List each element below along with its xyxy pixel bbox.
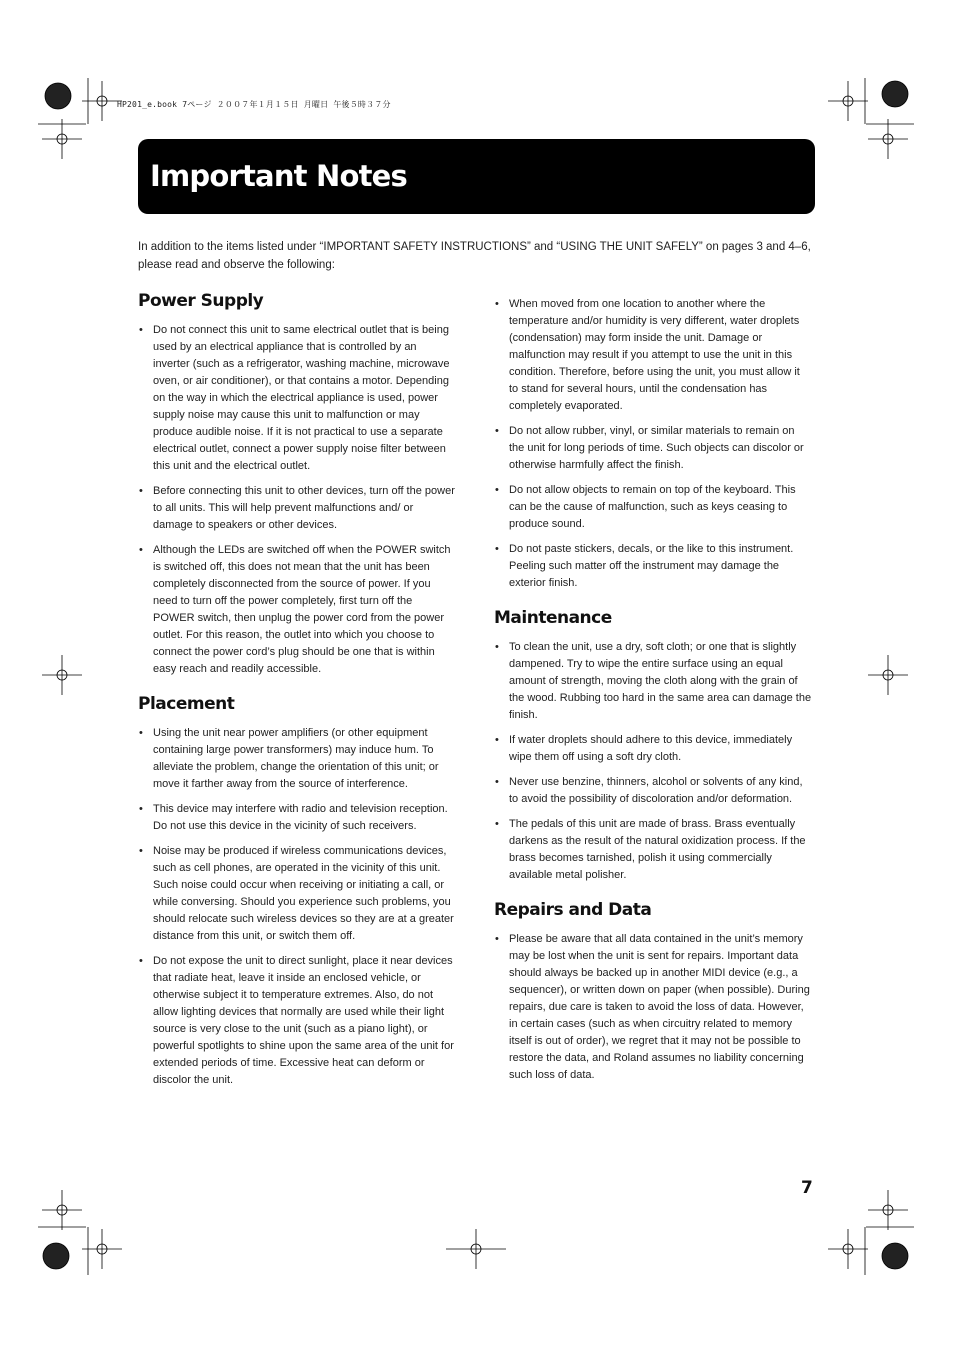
left-column xyxy=(138,289,456,1103)
bullet-icon: • xyxy=(495,641,499,653)
section-heading-placement: Placement xyxy=(138,694,235,714)
section-heading-maintenance: Maintenance xyxy=(494,608,612,628)
registration-target-icon xyxy=(882,81,908,107)
page-title: Important Notes xyxy=(150,159,408,193)
bullet-icon: • xyxy=(139,485,143,497)
intro-paragraph: In addition to the items listed under “IMPORTANT SAFETY INSTRUCTIONS” and “USING THE UNIT SAFELY” on pages 3 and 4–6, please read and observe the following: xyxy=(138,241,811,271)
bullet-icon: • xyxy=(495,734,499,746)
list-item: • If water droplets should adhere to this device, immediately wipe them off using a soft dry cloth. xyxy=(495,734,793,763)
list-item: • Using the unit near power amplifiers (or other equipment containing large power transformers) may induce hum. To alleviate the problem, change the orientation of this unit; or move it farther away from the source of interference. xyxy=(139,727,439,790)
list-item: • Do not allow rubber, vinyl, or similar materials to remain on the unit for long periods of time. Such objects can discolor or otherwise harmfully affect the finish. xyxy=(495,425,804,471)
list-item: • Do not expose the unit to direct sunlight, place it near devices that radiate heat, leave it inside an enclosed vehicle, or otherwise subject it to temperature extremes. Also, do not allow lighting devices that normally are used while their light source is very close to the unit (such as a piano light), or powerful spotlights to shine upon the same area of the unit for extended periods of time. Excessive heat can deform or discolor the unit. xyxy=(139,955,454,1086)
bullet-icon: • xyxy=(495,484,499,496)
bullet-icon: • xyxy=(139,955,143,967)
list-item: • Do not connect this unit to same electrical outlet that is being used by an electrical appliance that is controlled by an inverter (such as a refrigerator, washing machine, microwave oven, or air conditioner), or that contains a motor. Depending on the way in which the electrical appliance is used, power supply noise may cause this unit to malfunction or may produce audible noise. If it is not practical to use a separate electrical outlet, connect a power supply noise filter between this unit and the electrical outlet. xyxy=(139,324,450,472)
bullet-icon: • xyxy=(495,543,499,555)
title-banner xyxy=(138,139,815,214)
list-item: • The pedals of this unit are made of brass. Brass eventually darkens as the result of the natural oxidization process. If the brass becomes tarnished, polish it using commercially available metal polisher. xyxy=(495,818,806,881)
placement-continued-list xyxy=(494,296,812,592)
list-item: • Although the LEDs are switched off when the POWER switch is switched off, this does not mean that the unit has been completely disconnected from the source of power. If you need to turn off the power completely, first turn off the POWER switch, then unplug the power cord from the power outlet. For this reason, the outlet into which you choose to connect the power cord’s plug should be one that is within easy reach and readily accessible. xyxy=(139,544,451,675)
list-item: • Before connecting this unit to other devices, turn off the power to all units. This will help prevent malfunctions and/ or damage to speakers or other devices. xyxy=(139,485,455,531)
file-info-header: HP201_e.book 7ページ ２００７年１月１５日 月曜日 午後５時３７分 xyxy=(117,100,391,109)
list-item: • To clean the unit, use a dry, soft cloth; or one that is slightly dampened. Try to wipe the entire surface using an equal amount of strength, moving the cloth along with the grain of the wood. Rubbing too hard in the same area can damage the finish. xyxy=(495,641,812,721)
bullet-icon: • xyxy=(495,776,499,788)
bullet-icon: • xyxy=(139,803,143,815)
maintenance-list xyxy=(494,639,812,884)
bullet-icon: • xyxy=(495,425,499,437)
bullet-icon: • xyxy=(495,298,499,310)
list-item: • Do not paste stickers, decals, or the like to this instrument. Peeling such matter off the instrument may damage the exterior finish. xyxy=(495,543,794,589)
placement-list xyxy=(138,725,456,1089)
registration-target-icon xyxy=(882,1243,908,1269)
bullet-icon: • xyxy=(139,845,143,857)
list-item: • Do not allow objects to remain on top of the keyboard. This can be the cause of malfunction, such as keys ceasing to produce sound. xyxy=(495,484,796,530)
bullet-icon: • xyxy=(495,933,499,945)
page-number: 7 xyxy=(801,1178,813,1198)
right-column xyxy=(494,296,812,1098)
list-item: • Please be aware that all data contained in the unit’s memory may be lost when the unit is sent for repairs. Important data should always be backed up in another MIDI device (e.g., a sequencer), or written down on paper (when possible). During repairs, due care is taken to avoid the loss of data. However, in certain cases (such as when circuitry related to memory itself is out of order), we regret that it may not be possible to restore the data, and Roland assumes no liability concerning such loss of data. xyxy=(495,933,810,1081)
power-supply-list xyxy=(138,322,456,678)
bullet-icon: • xyxy=(139,324,143,336)
bullet-icon: • xyxy=(495,818,499,830)
list-item: • This device may interfere with radio and television reception. Do not use this device in the vicinity of such receivers. xyxy=(139,803,448,832)
registration-target-icon xyxy=(43,1243,69,1269)
list-item: • When moved from one location to another where the temperature and/or humidity is very different, water droplets (condensation) may form inside the unit. Damage or malfunction may result if you attempt to use the unit in this condition. Therefore, before using the unit, you must allow it to stand for several hours, until the condensation has completely evaporated. xyxy=(495,298,800,412)
repairs-list xyxy=(494,931,812,1084)
section-heading-repairs-and-data: Repairs and Data xyxy=(494,900,652,920)
list-item: • Never use benzine, thinners, alcohol or solvents of any kind, to avoid the possibility of discoloration and/or deformation. xyxy=(495,776,803,805)
list-item: • Noise may be produced if wireless communications devices, such as cell phones, are operated in the vicinity of this unit. Such noise could occur when receiving or initiating a call, or while conversing. Should you experience such problems, you should relocate such wireless devices so they are at a greater distance from this unit, or switch them off. xyxy=(139,845,454,942)
section-heading-power-supply: Power Supply xyxy=(138,291,264,311)
bullet-icon: • xyxy=(139,727,143,739)
bullet-icon: • xyxy=(139,544,143,556)
registration-target-icon xyxy=(45,83,71,109)
